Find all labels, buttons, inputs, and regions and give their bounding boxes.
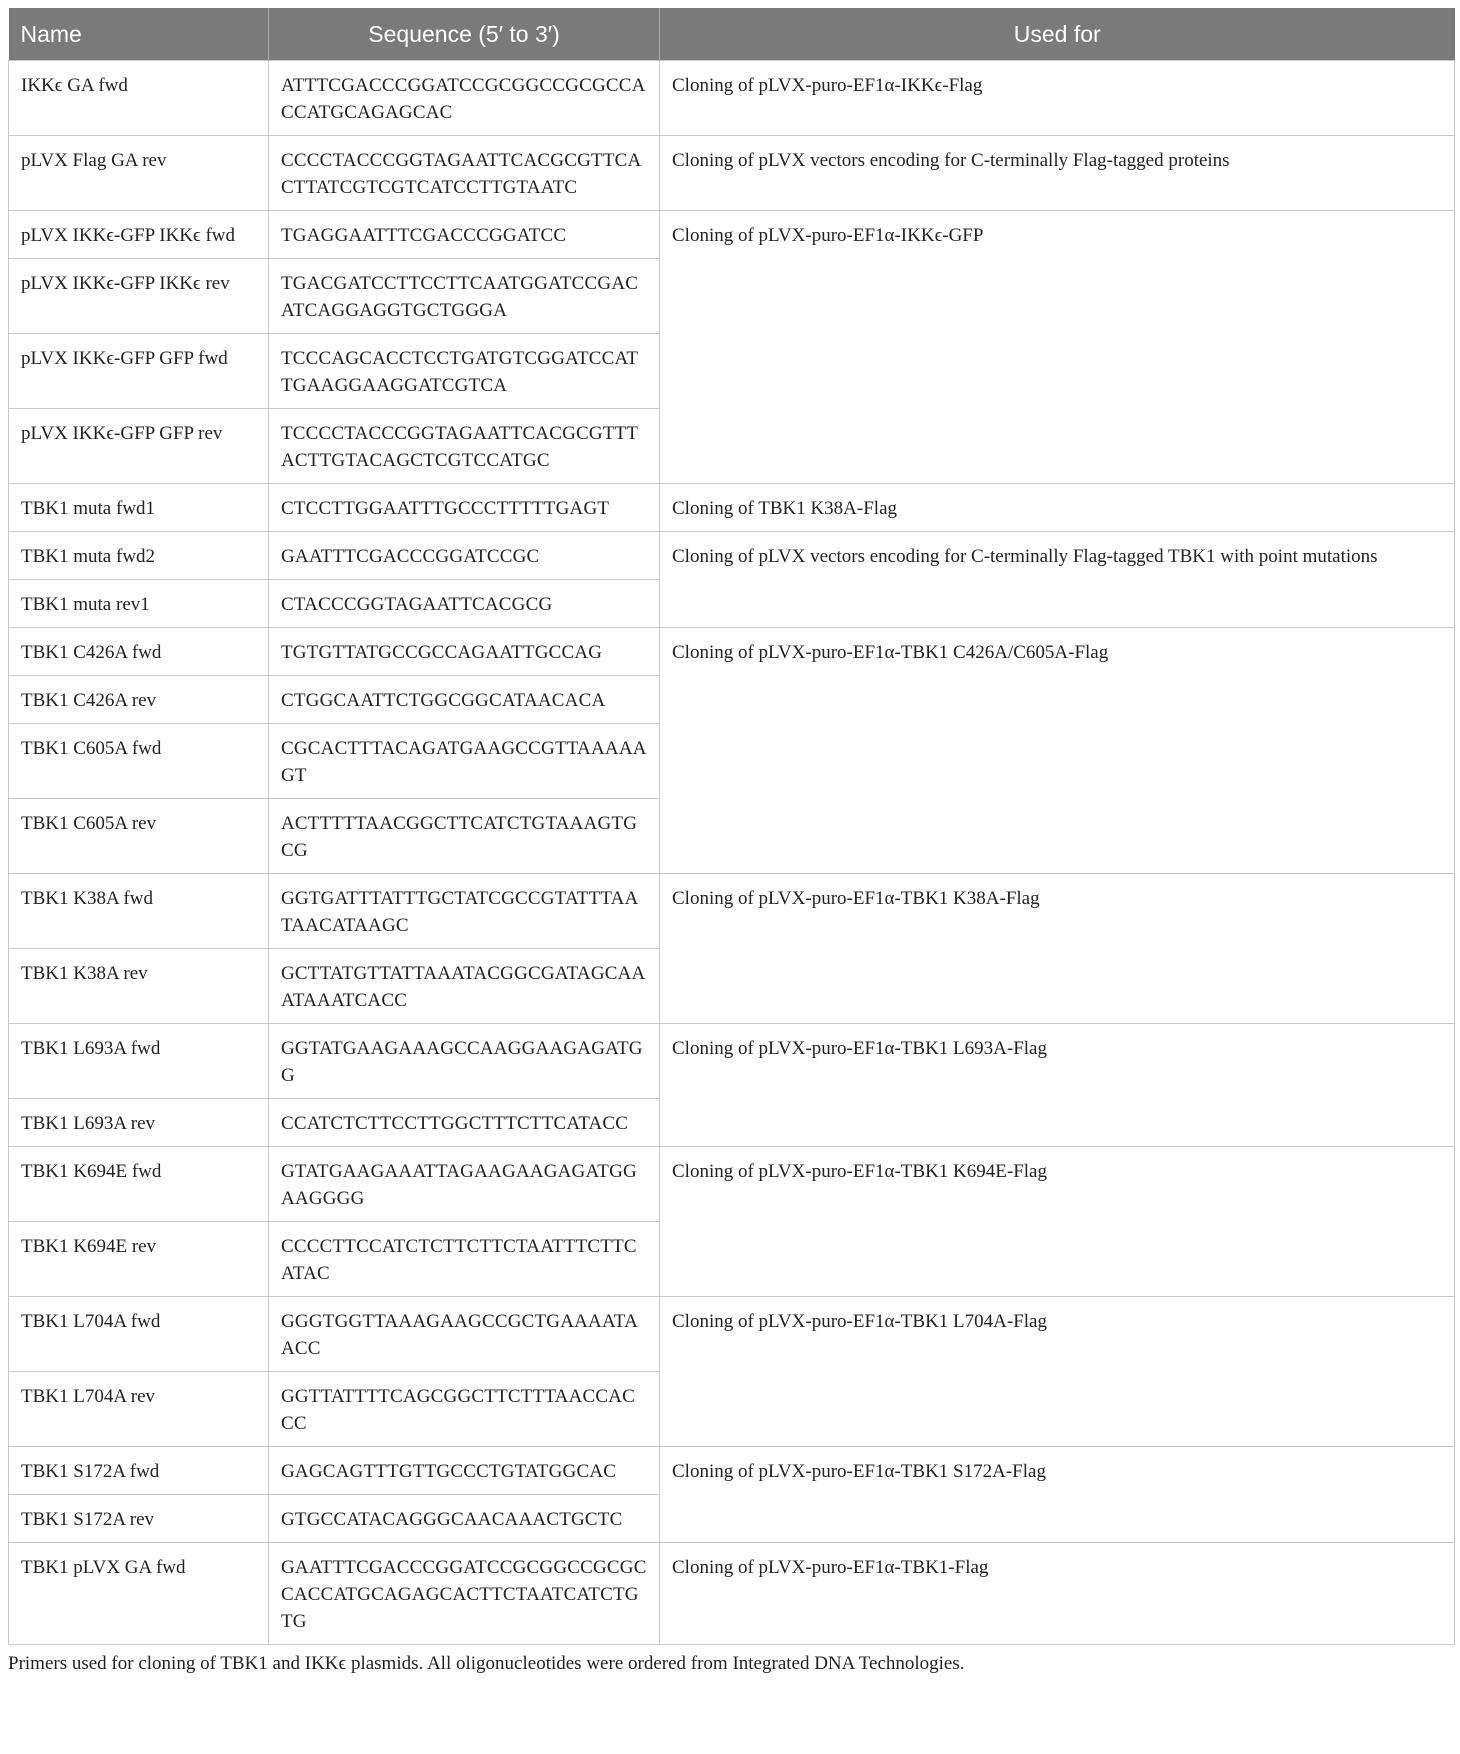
table-body [9, 61, 1455, 1645]
sequence-cell: GGTGATTTATTTGCTATCGCCGTATTTAATAACATAAGC [269, 874, 660, 949]
sequence-cell: TGAGGAATTTCGACCCGGATCC [269, 211, 660, 259]
primer-name-cell: TBK1 muta fwd2 [9, 532, 269, 580]
primer-name-cell: IKKϵ GA fwd [9, 61, 269, 136]
sequence-cell: CGCACTTTACAGATGAAGCCGTTAAAAAGT [269, 724, 660, 799]
primer-name-cell: TBK1 K38A rev [9, 949, 269, 1024]
table-row [9, 1297, 1455, 1372]
table-row [9, 532, 1455, 580]
sequence-cell: GCTTATGTTATTAAATACGGCGATAGCAAATAAATCACC [269, 949, 660, 1024]
sequence-cell: CCCCTTCCATCTCTTCTTCTAATTTCTTCATAC [269, 1222, 660, 1297]
primer-name-cell: TBK1 K38A fwd [9, 874, 269, 949]
sequence-cell: CTGGCAATTCTGGCGGCATAACACA [269, 676, 660, 724]
sequence-cell: TCCCAGCACCTCCTGATGTCGGATCCATTGAAGGAAGGATCGTCA [269, 334, 660, 409]
table-row [9, 1147, 1455, 1222]
header-row [9, 8, 1455, 61]
used-for-cell: Cloning of pLVX vectors encoding for C-terminally Flag-tagged TBK1 with point mutations [660, 532, 1455, 628]
sequence-cell: GGTATGAAGAAAGCCAAGGAAGAGATGG [269, 1024, 660, 1099]
sequence-cell: GAGCAGTTTGTTGCCCTGTATGGCAC [269, 1447, 660, 1495]
sequence-cell: GGTTATTTTCAGCGGCTTCTTTAACCACCC [269, 1372, 660, 1447]
sequence-cell: GAATTTCGACCCGGATCCGC [269, 532, 660, 580]
table-row [9, 1543, 1455, 1645]
table-row [9, 61, 1455, 136]
primer-name-cell: TBK1 K694E fwd [9, 1147, 269, 1222]
primer-name-cell: TBK1 C605A rev [9, 799, 269, 874]
primer-name-cell: pLVX IKKϵ-GFP GFP rev [9, 409, 269, 484]
table-header [9, 8, 1455, 61]
table-figure [8, 8, 1454, 1675]
header-used-for: Used for [660, 8, 1455, 61]
sequence-cell: CCATCTCTTCCTTGGCTTTCTTCATACC [269, 1099, 660, 1147]
table-row [9, 211, 1455, 259]
sequence-cell: TGACGATCCTTCCTTCAATGGATCCGACATCAGGAGGTGCTGGGA [269, 259, 660, 334]
used-for-cell: Cloning of TBK1 K38A-Flag [660, 484, 1455, 532]
primer-name-cell: TBK1 pLVX GA fwd [9, 1543, 269, 1645]
primer-name-cell: TBK1 K694E rev [9, 1222, 269, 1297]
primer-name-cell: pLVX IKKϵ-GFP IKKϵ fwd [9, 211, 269, 259]
primer-name-cell: TBK1 S172A fwd [9, 1447, 269, 1495]
primer-name-cell: TBK1 L704A fwd [9, 1297, 269, 1372]
primer-name-cell: TBK1 C426A rev [9, 676, 269, 724]
sequence-cell: ATTTCGACCCGGATCCGCGGCCGCGCCACCATGCAGAGCAC [269, 61, 660, 136]
primer-name-cell: TBK1 L704A rev [9, 1372, 269, 1447]
primer-name-cell: TBK1 C605A fwd [9, 724, 269, 799]
table-row [9, 628, 1455, 676]
used-for-cell: Cloning of pLVX-puro-EF1α-IKKϵ-GFP [660, 211, 1455, 484]
sequence-cell: TCCCCTACCCGGTAGAATTCACGCGTTTACTTGTACAGCTCGTCCATGC [269, 409, 660, 484]
table-row [9, 484, 1455, 532]
used-for-cell: Cloning of pLVX-puro-EF1α-TBK1 S172A-Flag [660, 1447, 1455, 1543]
sequence-cell: ACTTTTTAACGGCTTCATCTGTAAAGTGCG [269, 799, 660, 874]
sequence-cell: GTATGAAGAAATTAGAAGAAGAGATGGAAGGGG [269, 1147, 660, 1222]
primer-name-cell: TBK1 muta fwd1 [9, 484, 269, 532]
used-for-cell: Cloning of pLVX-puro-EF1α-TBK1 L704A-Flag [660, 1297, 1455, 1447]
sequence-cell: GTGCCATACAGGGCAACAAACTGCTC [269, 1495, 660, 1543]
primer-name-cell: TBK1 S172A rev [9, 1495, 269, 1543]
header-sequence: Sequence (5′ to 3′) [269, 8, 660, 61]
used-for-cell: Cloning of pLVX-puro-EF1α-TBK1 K38A-Flag [660, 874, 1455, 1024]
sequence-cell: CTCCTTGGAATTTGCCCTTTTTGAGT [269, 484, 660, 532]
sequence-cell: GGGTGGTTAAAGAAGCCGCTGAAAATAACC [269, 1297, 660, 1372]
table-row [9, 874, 1455, 949]
sequence-cell: CCCCTACCCGGTAGAATTCACGCGTTCACTTATCGTCGTCATCCTTGTAATC [269, 136, 660, 211]
primer-name-cell: TBK1 C426A fwd [9, 628, 269, 676]
table-row [9, 1447, 1455, 1495]
used-for-cell: Cloning of pLVX-puro-EF1α-TBK1-Flag [660, 1543, 1455, 1645]
primer-name-cell: pLVX Flag GA rev [9, 136, 269, 211]
sequence-cell: GAATTTCGACCCGGATCCGCGGCCGCGCCACCATGCAGAGCACTTCTAATCATCTGTG [269, 1543, 660, 1645]
used-for-cell: Cloning of pLVX-puro-EF1α-IKKϵ-Flag [660, 61, 1455, 136]
table-row [9, 1024, 1455, 1099]
primer-name-cell: TBK1 L693A rev [9, 1099, 269, 1147]
header-name: Name [9, 8, 269, 61]
used-for-cell: Cloning of pLVX-puro-EF1α-TBK1 K694E-Flag [660, 1147, 1455, 1297]
table-caption: Primers used for cloning of TBK1 and IKKϵ plasmids. All oligonucleotides were ordered from Integrated DNA Technologies. [8, 1653, 965, 1674]
used-for-cell: Cloning of pLVX-puro-EF1α-TBK1 L693A-Flag [660, 1024, 1455, 1147]
sequence-cell: CTACCCGGTAGAATTCACGCG [269, 580, 660, 628]
primer-name-cell: pLVX IKKϵ-GFP IKKϵ rev [9, 259, 269, 334]
primer-name-cell: TBK1 muta rev1 [9, 580, 269, 628]
primer-table [8, 8, 1455, 1645]
sequence-cell: TGTGTTATGCCGCCAGAATTGCCAG [269, 628, 660, 676]
primer-name-cell: pLVX IKKϵ-GFP GFP fwd [9, 334, 269, 409]
used-for-cell: Cloning of pLVX vectors encoding for C-terminally Flag-tagged proteins [660, 136, 1455, 211]
primer-name-cell: TBK1 L693A fwd [9, 1024, 269, 1099]
table-row [9, 136, 1455, 211]
used-for-cell: Cloning of pLVX-puro-EF1α-TBK1 C426A/C605A-Flag [660, 628, 1455, 874]
